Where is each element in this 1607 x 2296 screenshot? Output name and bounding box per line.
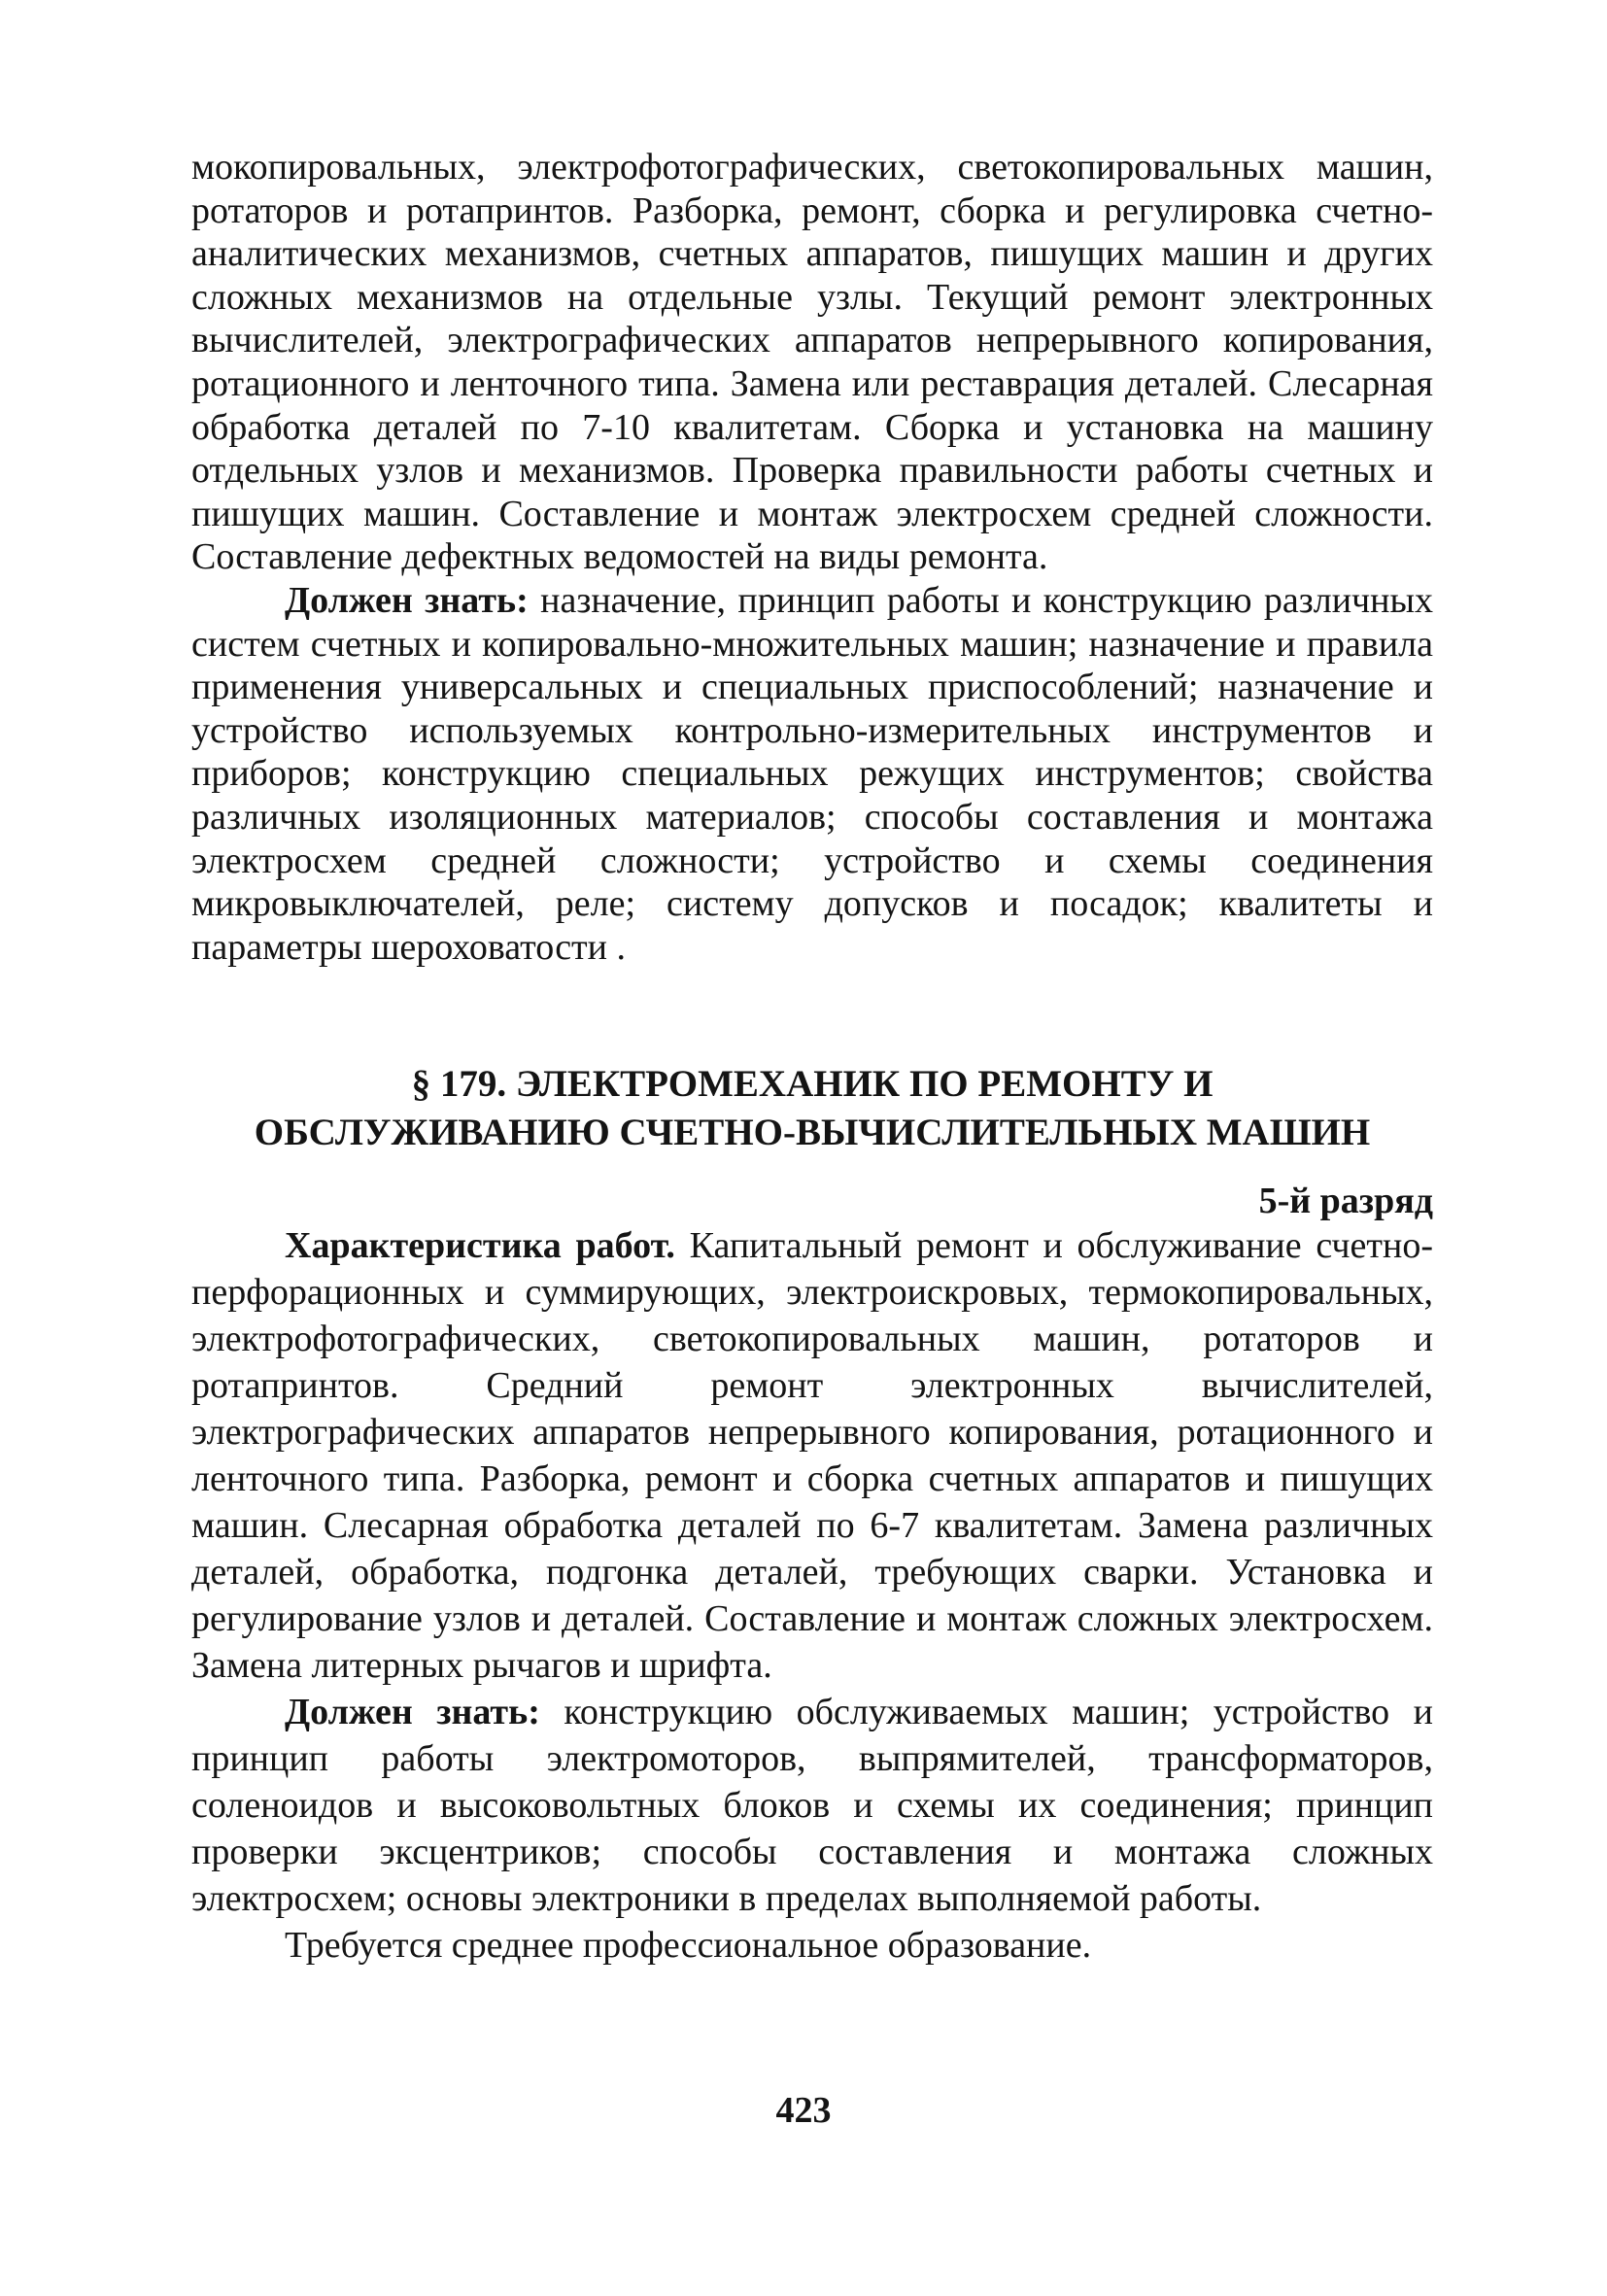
knowledge-label: Должен знать: (285, 579, 529, 621)
education-requirement: Требуется среднее профессиональное образование. (285, 1925, 1092, 1966)
grade-label: 5-й разряд (1258, 1181, 1433, 1221)
previous-section-continuation (191, 146, 1433, 969)
work-characteristics-text: Капитальный ремонт и обслуживание счетно-перфорационных и суммирующих, электроискровых, термокопировальных, электрофотографических, светокопировальных машин, ротаторов и ротапринтов. Средний ремонт электронных вычислителей, электрографических аппаратов непрерывного копирования, ротационного и ленточного типа. Разборка, ремонт и сборка счетных аппаратов и пишущих машин. Слесарная обработка деталей по 6-7 квалитетам. Замена различных деталей, обработка, подгонка деталей, требующих сварки. Установка и регулирование узлов и деталей. Составление и монтаж сложных электросхем. Замена литерных рычагов и шрифта. (191, 1225, 1434, 1686)
work-description-continuation: мокопировальных, электрофотографических, светокопировальных машин, ротаторов и ротапринтов. Разборка, ремонт, сборка и регулировка счетно-аналитических механизмов, счетных аппаратов, пишущих машин и других сложных механизмов на отдельные узлы. Текущий ремонт электронных вычислителей, электрографических аппаратов непрерывного копирования, ротационного и ленточного типа. Замена или реставрация деталей. Слесарная обработка деталей по 7-10 квалитетам. Сборка и установка на машину отдельных узлов и механизмов. Проверка правильности работы счетных и пишущих машин. Составление и монтаж электросхем средней сложности. Составление дефектных ведомостей на виды ремонта. (191, 147, 1433, 578)
work-characteristics-paragraph (191, 1222, 1433, 1689)
knowledge-text: назначение, принцип работы и конструкцию различных систем счетных и копировально-множительных машин; назначение и правила применения универсальных и специальных приспособлений; назначение и устройство используемых контрольно-измерительных инструментов и приборов; конструкцию специальных режущих инструментов; свойства различных изоляционных материалов; способы составления и монтажа электросхем средней сложности; устройство и схемы соединения микровыключателей, реле; систему допусков и посадок; квалитеты и параметры шероховатости . (191, 579, 1434, 968)
knowledge-requirements-paragraph (191, 579, 1433, 969)
page-number: 423 (775, 2090, 832, 2131)
section-heading-line-2: ОБСЛУЖИВАНИЮ СЧЕТНО-ВЫЧИСЛИТЕЛЬНЫХ МАШИН (254, 1112, 1371, 1153)
knowledge-text: конструкцию обслуживаемых машин; устройство и принцип работы электромоторов, выпрямителей, трансформаторов, соленоидов и высоковольтных блоков и схемы их соединения; принцип проверки эксцентриков; способы составления и монтажа сложных электросхем; основы электроники в пределах выполняемой работы. (191, 1692, 1433, 1919)
work-characteristics-label: Характеристика работ. (285, 1225, 675, 1266)
knowledge-requirements-paragraph (191, 1689, 1433, 1922)
section-body (191, 1222, 1433, 1969)
section-heading (191, 1060, 1433, 1157)
section-heading-line-1: § 179. ЭЛЕКТРОМЕХАНИК ПО РЕМОНТУ И (411, 1063, 1214, 1105)
knowledge-label: Должен знать: (285, 1692, 540, 1732)
